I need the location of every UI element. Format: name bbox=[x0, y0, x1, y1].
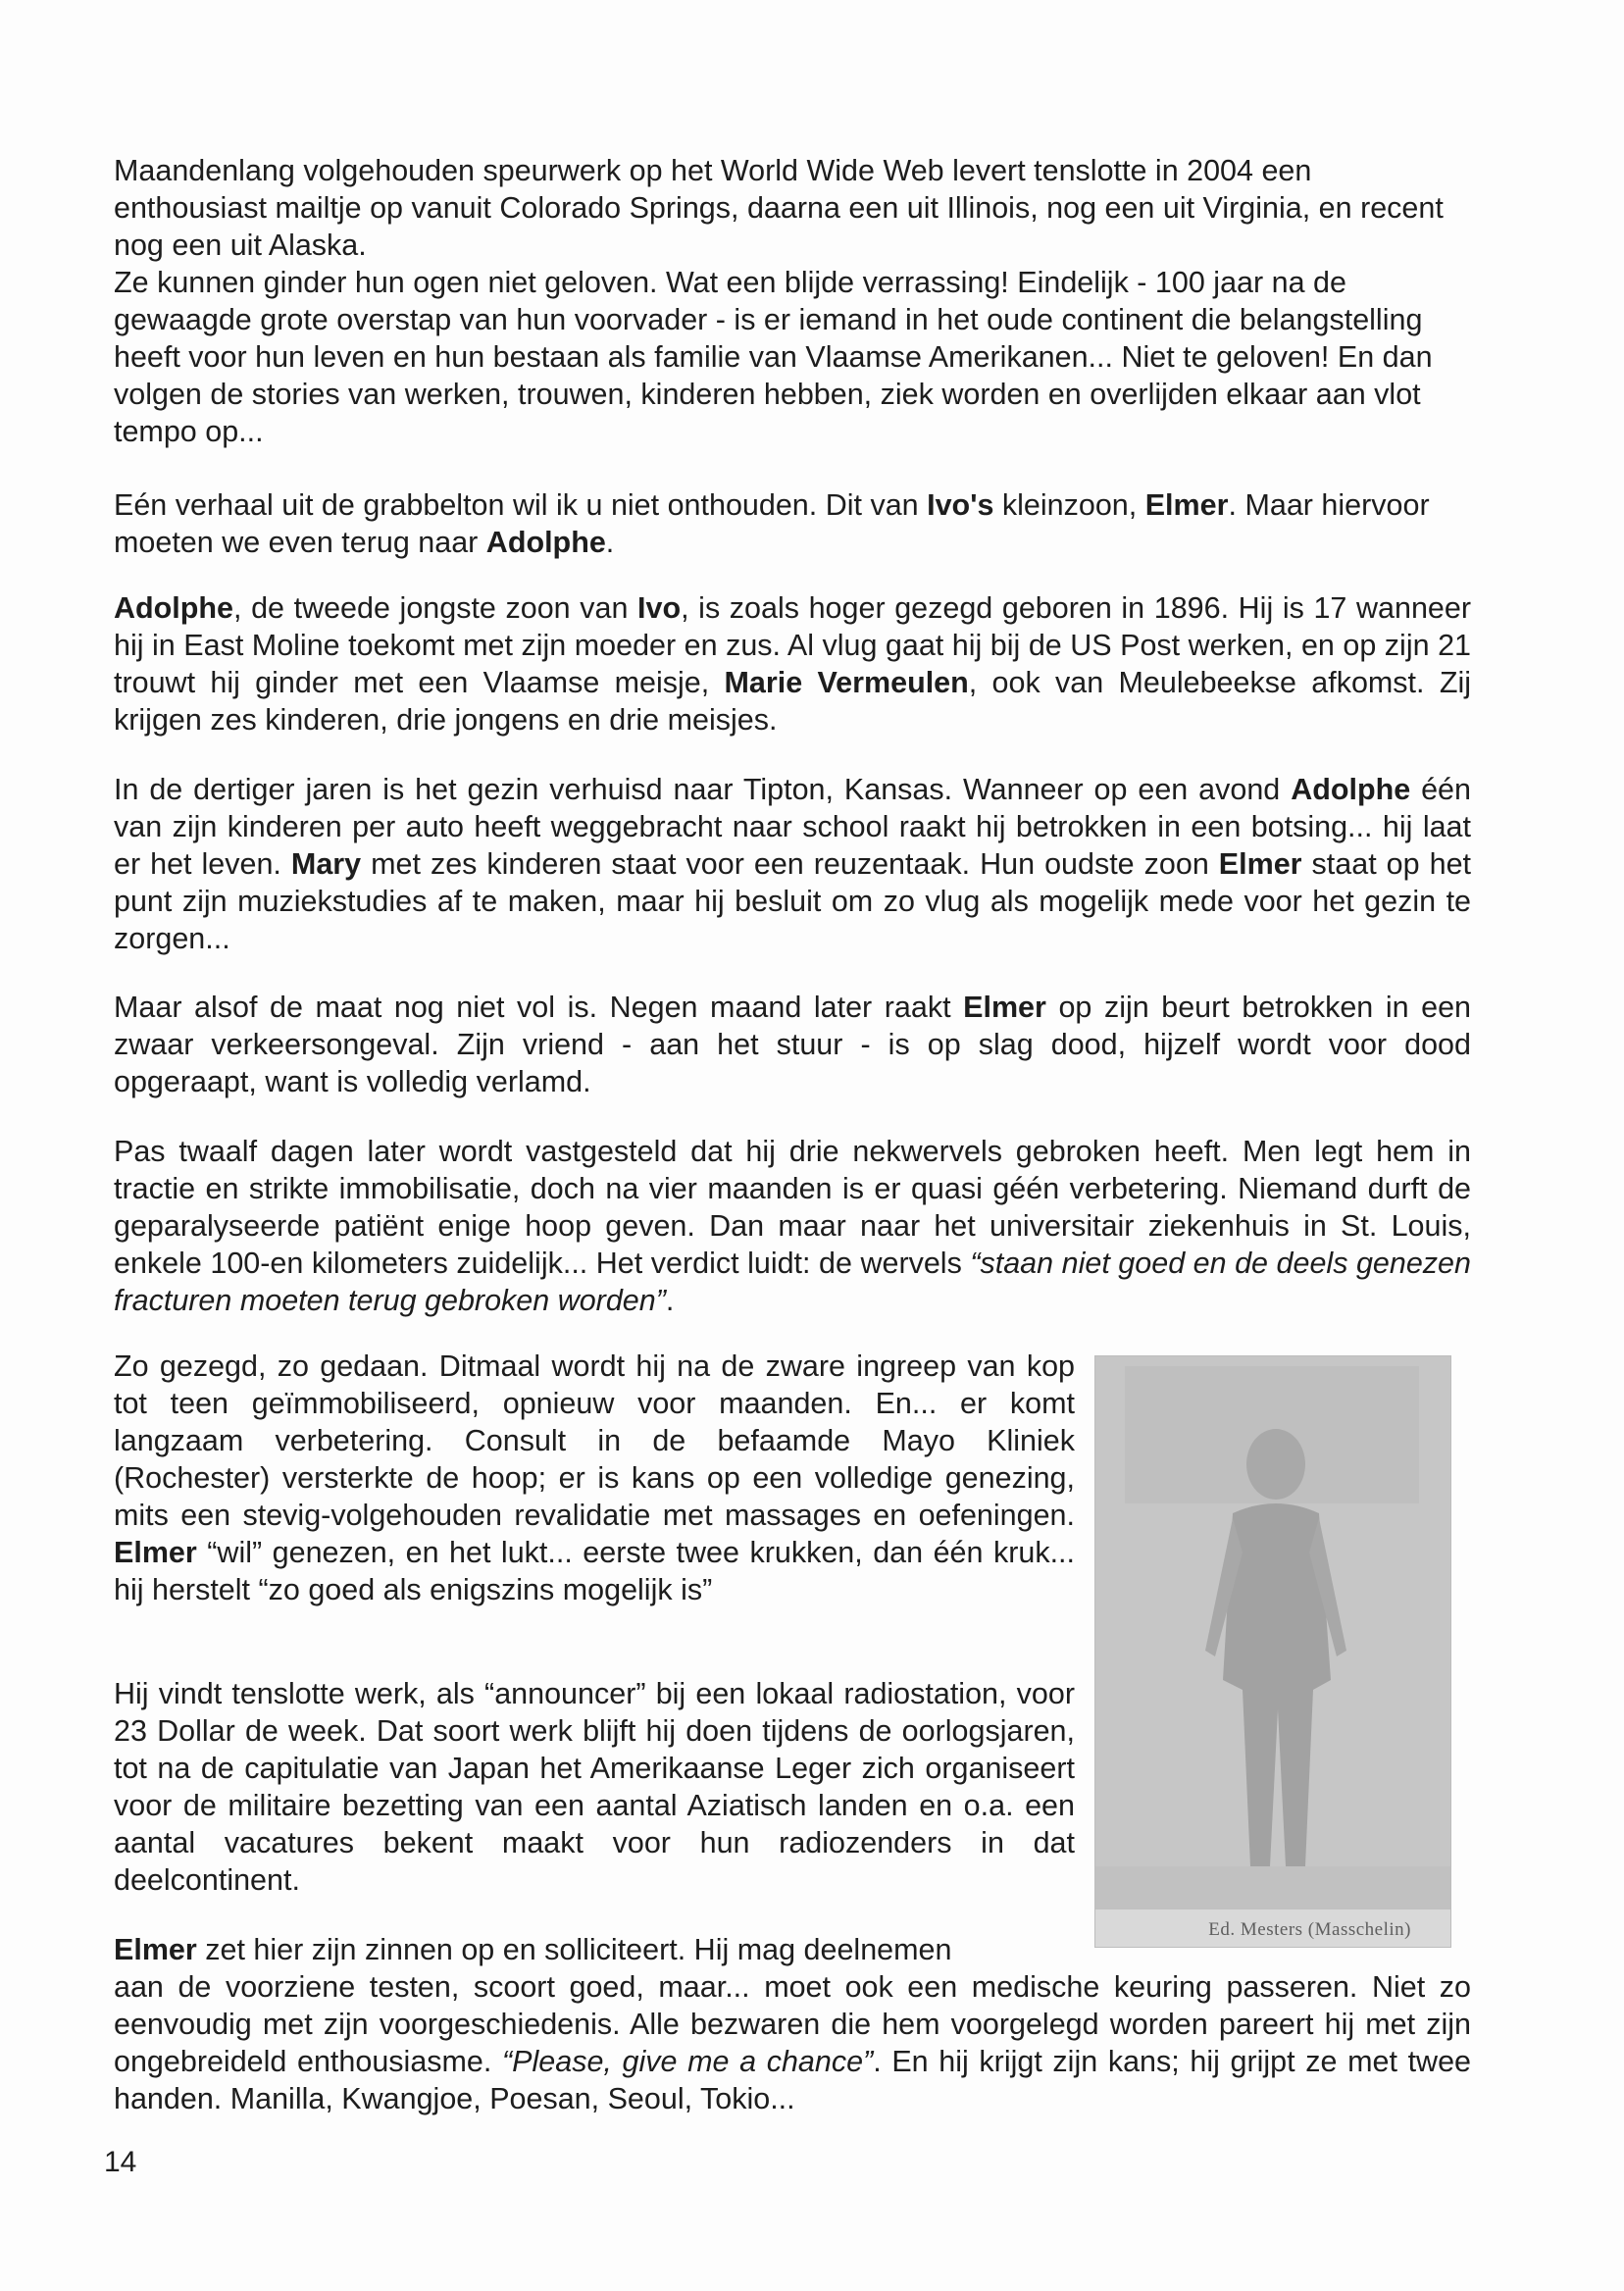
paragraph-announcer: Hij vindt tenslotte werk, als “announcer” bij een lokaal radiostation, voor 23 Dollar de week. Dat soort werk blijft hij doen tijdens de oorlogsjaren, tot na de capitulatie van Japan het Amerikaanse Leger zich organiseert voor de militaire bezetting van een aantal Aziatisch landen en o.a. een aantal vacatures bekent maakt voor hun radiozenders in dat deelcontinent. bbox=[114, 1677, 1075, 1897]
paragraph-application-line: Elmer zet hier zijn zinnen op en solliciteert. Hij mag deelnemen bbox=[114, 1933, 952, 1966]
page-number: 14 bbox=[104, 2146, 137, 2178]
name-elmer: Elmer bbox=[1144, 488, 1229, 522]
paragraph-accident: Maar alsof de maat nog niet vol is. Negen maand later raakt Elmer op zijn beurt betrokken in een zwaar verkeersongeval. Zijn vriend - aan het stuur - is op slag dood, hijzelf wordt voor dood opgeraapt, want is volledig verlamd. bbox=[114, 991, 1472, 1098]
name-ivos: Ivo's bbox=[927, 488, 994, 522]
name-elmer: Elmer bbox=[1218, 847, 1302, 881]
paragraph-diagnosis: Pas twaalf dagen later wordt vastgesteld dat hij drie nekwervels gebroken heeft. Men legt hem in tractie en strikte immobilisatie, doch na vier maanden is er quasi géén verbetering. Niemand durft de geparalyseerde patiënt enige hoop geven. Dan maar naar het universitair ziekenhuis in St. Louis, enkele 100-en kilometers zuidelijk... Het verdict luidt: de wervels “staan niet goed en de deels genezen fracturen moeten terug gebroken worden”. bbox=[114, 1135, 1471, 1317]
paragraph-tipton: In de dertiger jaren is het gezin verhuisd naar Tipton, Kansas. Wanneer op een avond Adolphe één van zijn kinderen per auto heeft weggebracht naar school raakt hij betrokken in een botsing... hij laat er het leven. Mary met zes kinderen staat voor een reuzentaak. Hun oudste zoon Elmer staat op het punt zijn muziekstudies af te maken, maar hij besluit om zo vlug als mogelijk mede voor het gezin te zorgen... bbox=[114, 773, 1472, 955]
name-marie-vermeulen: Marie Vermeulen bbox=[724, 666, 969, 699]
quote-verdict: “staan niet goed en de deels genezen fracturen moeten terug gebroken worden” bbox=[114, 1247, 1471, 1317]
photo-figure-drawing bbox=[1095, 1356, 1450, 1947]
paragraph-recovery: Zo gezegd, zo gedaan. Ditmaal wordt hij na de zware ingreep van kop tot teen geïmmobiliseerd, opnieuw voor maanden. En... er komt langzaam verbetering. Consult in de befaamde Mayo Kliniek (Rochester) versterkte de hoop; er is kans op een volledige genezing, mits een stevig-volgehouden revalidatie met massages en oefeningen. Elmer “wil” genezen, en het lukt... eerste twee krukken, dan één kruk... hij herstelt “zo goed als enigszins mogelijk is” bbox=[114, 1349, 1075, 1606]
quote-chance: “Please, give me a chance” bbox=[502, 2045, 874, 2078]
paragraph-adolphe: Adolphe, de tweede jongste zoon van Ivo, is zoals hoger gezegd geboren in 1896. Hij is 17 wanneer hij in East Moline toekomt met zijn moeder en zus. Al vlug gaat hij bij de US Post werken, en op zijn 21 trouwt hij ginder met een Vlaamse meisje, Marie Vermeulen, ook van Meulebeekse afkomst. Zij krijgen zes kinderen, drie jongens en drie meisjes. bbox=[114, 591, 1471, 737]
paragraph-intro: Maandenlang volgehouden speurwerk op het World Wide Web levert tenslotte in 2004 een enthousiast mailtje op vanuit Colorado Springs, daarna een uit Illinois, nog een uit Virginia, en recent nog een uit Alaska. Ze kunnen ginder hun ogen niet geloven. Wat een blijde verrassing! Eindelijk - 100 jaar na de gewaagde grote overstap van hun voorvader - is er iemand in het oude continent die belangstelling heeft voor hun leven en hun bestaan als familie van Vlaamse Amerikanen... Niet te geloven! En dan volgen de stories van werken, trouwen, kinderen hebben, ziek worden en overlijden elkaar aan vlot tempo op... bbox=[114, 154, 1444, 448]
name-adolphe: Adolphe bbox=[114, 591, 233, 625]
name-mary: Mary bbox=[290, 847, 362, 881]
name-adolphe: Adolphe bbox=[1291, 773, 1411, 806]
name-elmer: Elmer bbox=[114, 1536, 197, 1569]
name-elmer: Elmer bbox=[963, 991, 1046, 1024]
photo-caption: Ed. Mesters (Masschelin) bbox=[1208, 1919, 1411, 1940]
paragraph-grabbelton: Eén verhaal uit de grabbelton wil ik u niet onthouden. Dit van Ivo's kleinzoon, Elmer. Maar hiervoor moeten we even terug naar Adolphe. bbox=[114, 488, 1430, 559]
portrait-photo bbox=[1094, 1355, 1451, 1948]
name-ivo: Ivo bbox=[637, 591, 682, 625]
name-adolphe: Adolphe bbox=[485, 526, 606, 559]
name-elmer: Elmer bbox=[114, 1933, 197, 1966]
paragraph-application: aan de voorziene testen, scoort goed, maar... moet ook een medische keuring passeren. Niet zo eenvoudig met zijn voorgeschiedenis. Alle bezwaren die hem voorgelegd worden pareert hij met zijn ongebreideld enthousiasme. “Please, give me a chance”. En hij krijgt zijn kans; hij grijpt ze met twee handen. Manilla, Kwangjoe, Poesan, Seoul, Tokio... bbox=[114, 1970, 1471, 2115]
